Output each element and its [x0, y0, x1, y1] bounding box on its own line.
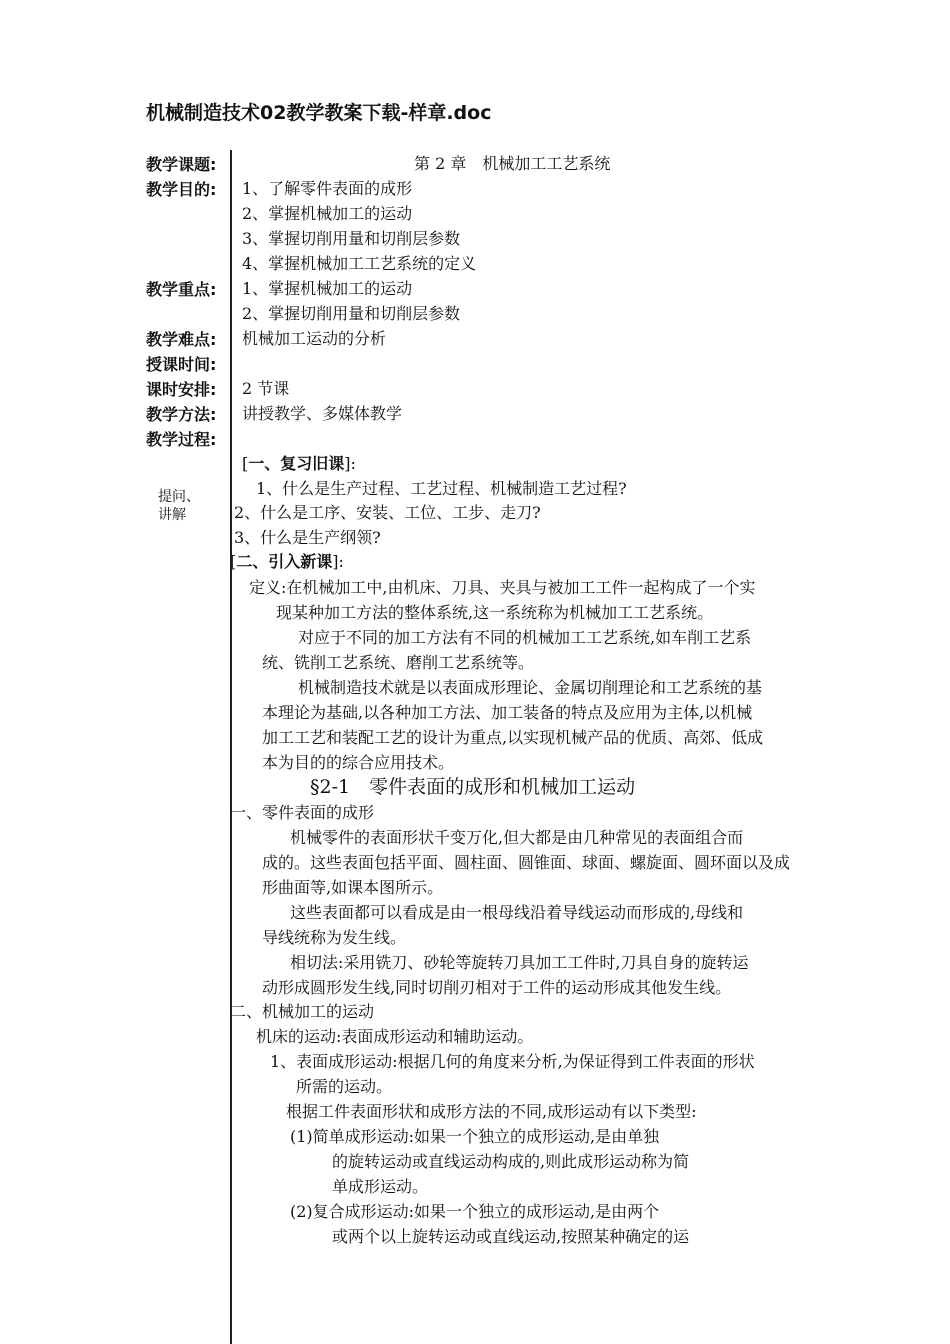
- paragraph-line: 现某种加工方法的整体系统,这一系统称为机械加工工艺系统。: [276, 603, 714, 622]
- objective-item: 2、掌握机械加工的运动: [242, 204, 413, 223]
- section-title: §2-1 零件表面的成形和机械加工运动: [310, 776, 636, 798]
- label-hours: 课时安排:: [146, 380, 217, 399]
- paragraph-line: 的旋转运动或直线运动构成的,则此成形运动称为简: [332, 1152, 690, 1171]
- topic-value: 第 2 章 机械加工工艺系统: [414, 154, 611, 173]
- paragraph-line: 本理论为基础,以各种加工方法、加工装备的特点及应用为主体,以机械: [262, 703, 753, 722]
- objective-item: 1、了解零件表面的成形: [242, 179, 413, 198]
- paragraph-line: 相切法:采用铣刀、砂轮等旋转刀具加工工件时,刀具自身的旋转运: [290, 953, 749, 972]
- paragraph-line: 加工工艺和装配工艺的设计为重点,以实现机械产品的优质、高郊、低成: [262, 728, 764, 747]
- paragraph-line: 形曲面等,如课本图所示。: [262, 878, 444, 897]
- paragraph-line: 机床的运动:表面成形运动和辅助运动。: [256, 1027, 534, 1046]
- paragraph-line: 对应于不同的加工方法有不同的机械加工工艺系统,如车削工艺系: [298, 628, 752, 647]
- paragraph-line: 所需的运动。: [296, 1077, 393, 1096]
- label-method: 教学方法:: [146, 405, 217, 424]
- review-question: 1、什么是生产过程、工艺过程、机械制造工艺过程?: [256, 479, 627, 498]
- paragraph-line: 成的。这些表面包括平面、圆柱面、圆锥面、球面、螺旋面、圆环面以及成: [262, 853, 791, 872]
- paragraph-line: 根据工件表面形状和成形方法的不同,成形运动有以下类型:: [286, 1102, 697, 1121]
- side-note: 提问、讲解: [158, 489, 200, 523]
- document-title: 机械制造技术02教学教案下载-样章.doc: [146, 102, 492, 124]
- label-time: 授课时间:: [146, 355, 217, 374]
- objective-item: 3、掌握切削用量和切削层参数: [242, 229, 461, 248]
- paragraph-line: 这些表面都可以看成是由一根母线沿着导线运动而形成的,母线和: [290, 903, 744, 922]
- review-heading: [一、复习旧课]:: [242, 454, 356, 473]
- review-question: 3、什么是生产纲领?: [234, 528, 381, 547]
- objective-item: 4、掌握机械加工工艺系统的定义: [242, 254, 477, 273]
- paragraph-line: 机械制造技术就是以表面成形理论、金属切削理论和工艺系统的基: [298, 678, 763, 697]
- paragraph-line: 1、表面成形运动:根据几何的角度来分析,为保证得到工件表面的形状: [270, 1052, 755, 1071]
- label-difficulties: 教学难点:: [146, 330, 217, 349]
- paragraph-line: 动形成圆形发生线,同时切削刃相对于工件的运动形成其他发生线。: [262, 978, 732, 997]
- key-point-item: 1、掌握机械加工的运动: [242, 279, 413, 298]
- paragraph-line: 机械零件的表面形状千变万化,但大都是由几种常见的表面组合而: [290, 828, 744, 847]
- label-key-points: 教学重点:: [146, 280, 217, 299]
- paragraph-line: 本为目的的综合应用技术。: [262, 753, 455, 772]
- paragraph-line: 单成形运动。: [332, 1177, 429, 1196]
- paragraph-line: (2)复合成形运动:如果一个独立的成形运动,是由两个: [290, 1202, 660, 1221]
- review-question: 2、什么是工序、安装、工位、工步、走刀?: [234, 503, 541, 522]
- label-topic: 教学课题:: [146, 155, 217, 174]
- part-heading: 二、机械加工的运动: [230, 1002, 375, 1021]
- paragraph-line: 统、铣削工艺系统、磨削工艺系统等。: [262, 653, 535, 672]
- paragraph-line: (1)简单成形运动:如果一个独立的成形运动,是由单独: [290, 1127, 660, 1146]
- hours-value: 2 节课: [242, 379, 290, 398]
- label-objective: 教学目的:: [146, 180, 217, 199]
- key-point-item: 2、掌握切削用量和切削层参数: [242, 304, 461, 323]
- label-process: 教学过程:: [146, 430, 217, 449]
- column-divider: [230, 150, 232, 1344]
- part-heading: 一、零件表面的成形: [230, 803, 375, 822]
- paragraph-line: 或两个以上旋转运动或直线运动,按照某种确定的运: [332, 1227, 690, 1246]
- paragraph-line: 导线统称为发生线。: [262, 928, 407, 947]
- method-value: 讲授教学、多媒体教学: [242, 404, 403, 423]
- paragraph-line: 定义:在机械加工中,由机床、刀具、夹具与被加工工件一起构成了一个实: [249, 578, 756, 597]
- difficulty-value: 机械加工运动的分析: [242, 329, 387, 348]
- new-lesson-heading: [二、引入新课]:: [230, 552, 344, 571]
